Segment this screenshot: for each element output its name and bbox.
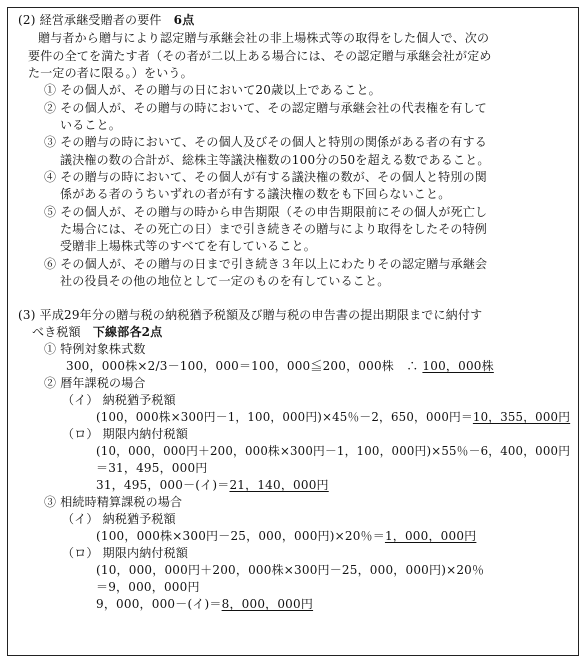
part-3-a-title: （イ） 納税猶予税額 — [62, 512, 176, 526]
part-3-b-calc-3: 9，000，000－(イ)＝ — [96, 597, 222, 611]
part-2-b-title: （ロ） 期限内納付税額 — [62, 427, 189, 441]
part-3-b-calc-1: (10，000，000円＋200，000株×300円－25，000，000円)×20％ — [96, 563, 485, 577]
section-2-heading-line — [18, 12, 194, 28]
requirement-6: ⑥ その個人が、その贈与の日まで引き続き３年以上にわたりその認定贈与承継会 — [44, 257, 488, 271]
requirement-5: ⑤ その個人が、その贈与の時から申告期限（その申告期限前にその個人が死亡し — [44, 205, 488, 219]
part-3-a-answer: 1，000，000円 — [384, 529, 477, 543]
section-3-points: 下線部各2点 — [92, 325, 163, 339]
section-2-intro-line-1: 贈与者から贈与により認定贈与承継会社の非上場株式等の取得をした個人で、次の — [38, 31, 490, 45]
section-2-heading: (2) 経営承継受贈者の要件 — [18, 13, 162, 27]
part-3-b-calc-2: ＝9，000，000円 — [96, 580, 200, 594]
part-3-b-title: （ロ） 期限内納付税額 — [62, 546, 189, 560]
part-1-calc: 300，000株×2/3－100，000＝100，000≦200，000株 ∴ — [66, 359, 419, 373]
section-2-points: 6点 — [173, 13, 195, 27]
section-2-intro-line-3: た一定の者に限る。）をいう。 — [28, 66, 193, 80]
requirement-1: ① その個人が、その贈与の日において20歳以上であること。 — [44, 83, 381, 97]
requirement-2-cont: いること。 — [60, 118, 122, 132]
part-2-b-answer: 21，140，000円 — [229, 478, 329, 492]
requirement-5-cont-1: た場合には、その死亡の日）まで引き続きその贈与により取得をしたその特例 — [60, 222, 488, 236]
part-2-a-title: （イ） 納税猶予税額 — [62, 393, 176, 407]
part-3-title: ③ 相続時精算課税の場合 — [44, 495, 183, 509]
requirement-4-cont: 係がある者のうちいずれの者が有する議決権の数をも下回らないこと。 — [60, 187, 451, 201]
part-1-title: ① 特例対象株式数 — [44, 342, 146, 356]
part-2-b-calc-3: 31，495，000－(イ)＝ — [96, 478, 230, 492]
part-2-a-answer: 10，355，000円 — [472, 410, 571, 424]
part-3-a-calc-line — [96, 528, 476, 544]
part-2-b-calc-2: ＝31，495，000円 — [96, 461, 208, 475]
requirement-6-cont: 社の役員その他の地位として一定のものを有していること。 — [60, 274, 390, 288]
section-3-heading: (3) 平成29年分の贈与税の納税猶予税額及び贈与税の申告書の提出期限までに納付す — [18, 308, 483, 322]
section-2-intro-line-2: 要件の全てを満たす者（その者が二以上ある場合には、その認定贈与承継会社が定め — [28, 49, 492, 63]
part-3-b-calc-line — [96, 596, 313, 612]
part-3-a-calc: (100，000株×300円－25，000，000円)×20％＝ — [96, 529, 385, 543]
part-2-a-calc: (100，000株×300円－1，100，000円)×45％－2，650，000円＝ — [96, 410, 473, 424]
requirement-3: ③ その贈与の時において、その個人及びその個人と特別の関係がある者の有する — [44, 135, 487, 149]
requirement-3-cont: 議決権の数の合計が、総株主等議決権数の100分の50を超える数であること。 — [60, 153, 490, 167]
section-3-heading-cont: べき税額 — [32, 325, 81, 339]
part-1-answer: 100，000株 — [422, 359, 494, 373]
requirement-5-cont-2: 受贈非上場株式等のすべてを有していること。 — [60, 239, 316, 253]
part-2-a-calc-line — [96, 409, 570, 425]
part-3-b-answer: 8，000，000円 — [221, 597, 314, 611]
requirement-2: ② その個人が、その贈与の時において、その認定贈与承継会社の代表権を有して — [44, 101, 487, 115]
part-2-b-calc-1: (10，000，000円＋200，000株×300円－1，100，000円)×55％－6，400，000円 — [96, 444, 571, 458]
part-2-title: ② 暦年課税の場合 — [44, 376, 146, 390]
part-1-calc-line — [66, 358, 494, 374]
requirement-4: ④ その贈与の時において、その個人が有する議決権の数が、その個人と特別の関 — [44, 170, 487, 184]
part-2-b-calc-line — [96, 477, 329, 493]
section-3-heading-line-2 — [32, 324, 162, 340]
